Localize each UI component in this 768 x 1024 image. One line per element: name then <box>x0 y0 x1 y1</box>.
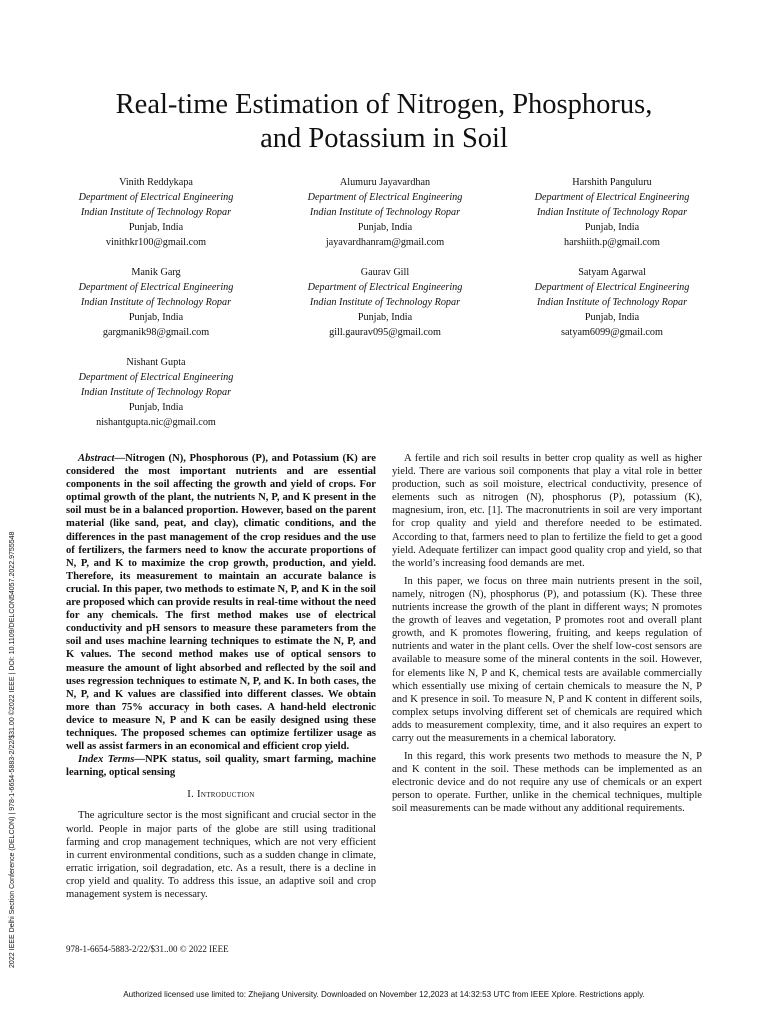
author-institution: Indian Institute of Technology Ropar <box>309 296 461 308</box>
author-department: Department of Electrical Engineering <box>78 281 234 293</box>
author-department: Department of Electrical Engineering <box>78 371 234 383</box>
author-name: Nishant Gupta <box>126 357 186 368</box>
abstract-label: Abstract <box>78 453 115 464</box>
index-terms <box>66 753 376 779</box>
abstract <box>66 452 376 753</box>
section-number: I. <box>187 789 195 801</box>
abstract-text: —Nitrogen (N), Phosphorous (P), and Potassium (K) are considered the most important nutrients and are essential components in the soil affecting the growth and yield of crops. For optimal growth of the plant, the nutrients N, P, and K present in the soil must be in a balanced proportion. However, based on the parent material (like sand, peat, and clay), climatic conditions, and the differences in the past management of the crop residues and the use of fertilizers, the farmers need to know the accurate proportions of N, P, and K to maximize the crop growth, production, and yield. Therefore, its measurement to maintain an accurate balance is crucial. In this paper, two methods to estimate N, P, and K in the soil are proposed which can provide results in real-time without the need for any chemicals. The first method makes use of electrical conductivity and pH sensors to measure these parameters from the soil and uses machine learning techniques to estimate the N, P, and K values. The second method makes use of optical sensors to measure the amount of light absorbed and reflected by the soil and uses regression techniques to estimate N, P, and K. In both cases, the N, P, and K values are classified into different classes. We obtain more than 75% accuracy in both cases. A hand-held electronic device to measure N, P and K can be easily designed using these techniques. The proposed schemes can optimize fertilizer usage as well as assist farmers in an economical and efficient crop yield. <box>66 453 376 753</box>
author-email: gill.gaurav095@gmail.com <box>329 326 441 338</box>
section-heading <box>66 788 376 801</box>
body-paragraph: In this paper, we focus on three main nutrients present in the soil, namely, nitrogen (N), phosphorus (P), and potassium (K). These three nutrients increase the growth of the plant in different ways; N promotes the growth of leaves and vegetation, P promotes root and overall plant growth, and K promotes flowering, fruiting, and keeps regulation of nutrients and water in the plant cells. Over the shelf low-cost sensors are available to measure some of the mineral contents in the soil. However, for elements like N, P and K, chemical tests are available commercially which essentially use mixing of certain chemicals to measure the N, P and K presence in soil. To measure N, P and K content in different soils, complex setups involving different set of chemicals are required which adds to measurement complexity, time, and it also requires an expert to carry out the measurements in a chemical laboratory. <box>392 575 702 744</box>
author-location: Punjab, India <box>584 221 640 233</box>
doi-sidebar: 2022 IEEE Delhi Section Conference (DELCON) | 978-1-6654-5883-2/22/$31.00 ©2022 IEEE | DOI: 10.1109/DELCON54057.2022.9755548 <box>9 531 16 968</box>
author-card <box>269 266 501 341</box>
left-column <box>66 452 376 906</box>
right-column <box>392 452 702 821</box>
author-name: Alumuru Jayavardhan <box>339 177 431 188</box>
author-name: Satyam Agarwal <box>578 267 646 278</box>
body-paragraph: A fertile and rich soil results in better crop quality as well as higher yield. There are various soil components that play a vital role in better production, such as soil moisture, electrical conductivity, presence of elements such as nitrogen (N), phosphorus (P), potassium (K), magnesium, iron, etc. [1]. The macronutrients in soil are very important for crop quality and yield and therefore needed to be estimated. According to that, farmers need to plan to fertilize the field to get a good yield. Adequate fertilizer can impact good quality crop and yield, so that the world’s increasing food demands are met. <box>392 453 702 569</box>
author-department: Department of Electrical Engineering <box>307 191 463 203</box>
author-location: Punjab, India <box>357 311 413 323</box>
author-email: satyam6099@gmail.com <box>561 326 663 338</box>
author-location: Punjab, India <box>584 311 640 323</box>
author-location: Punjab, India <box>128 401 184 413</box>
author-card <box>496 176 728 251</box>
author-email: nishantgupta.nic@gmail.com <box>96 416 216 428</box>
author-card <box>40 356 272 431</box>
author-location: Punjab, India <box>357 221 413 233</box>
author-institution: Indian Institute of Technology Ropar <box>309 206 461 218</box>
author-name: Manik Garg <box>131 267 181 278</box>
author-institution: Indian Institute of Technology Ropar <box>80 206 232 218</box>
author-institution: Indian Institute of Technology Ropar <box>536 296 688 308</box>
license-footer: Authorized licensed use limited to: Zhejiang University. Downloaded on November 12,2023 at 14:32:53 UTC from IEEE Xplore. Restrictions apply. <box>123 990 645 999</box>
author-email: jayavardhanram@gmail.com <box>325 236 445 248</box>
title-line-2: and Potassium in Soil <box>260 123 508 154</box>
section-title: Introduction <box>197 789 255 801</box>
author-card <box>40 266 272 341</box>
author-name: Harshith Panguluru <box>572 177 652 188</box>
author-email: gargmanik98@gmail.com <box>102 326 210 338</box>
index-terms-label: Index Terms <box>78 754 135 766</box>
author-institution: Indian Institute of Technology Ropar <box>80 386 232 398</box>
body-paragraph: In this regard, this work presents two methods to measure the N, P and K content in the soil. These methods can be implemented as an electronic device and do not require any use of chemicals or an expert person to operate. Further, unlike in the chemical techniques, multiple soil measurements can be made without any additional requirements. <box>392 751 702 815</box>
author-name: Gaurav Gill <box>360 267 410 278</box>
author-email: harshiith.p@gmail.com <box>564 236 660 248</box>
author-department: Department of Electrical Engineering <box>78 191 234 203</box>
author-institution: Indian Institute of Technology Ropar <box>536 206 688 218</box>
author-institution: Indian Institute of Technology Ropar <box>80 296 232 308</box>
author-department: Department of Electrical Engineering <box>534 191 690 203</box>
author-card <box>40 176 272 251</box>
copyright-notice: 978-1-6654-5883-2/22/$31..00 © 2022 IEEE <box>66 944 229 954</box>
author-location: Punjab, India <box>128 311 184 323</box>
index-terms-text: —NPK status, soil quality, smart farming, machine learning, optical sensing <box>66 754 376 779</box>
author-name: Vinith Reddykapa <box>119 177 193 188</box>
author-location: Punjab, India <box>128 221 184 233</box>
author-card <box>269 176 501 251</box>
author-card <box>496 266 728 341</box>
author-department: Department of Electrical Engineering <box>307 281 463 293</box>
paper-title <box>40 88 728 156</box>
author-email: vinithkr100@gmail.com <box>105 236 207 248</box>
title-line-1: Real-time Estimation of Nitrogen, Phosphorus, <box>115 89 653 120</box>
author-department: Department of Electrical Engineering <box>534 281 690 293</box>
body-paragraph: The agriculture sector is the most significant and crucial sector in the world. People in major parts of the globe are still using traditional farming and crop management techniques, which are not very efficient in current environmental conditions, such as a sudden change in climate, erratic irrigation, soil degradation, etc. As a result, there is a decline in crop yield and quality. To address this issue, an adaptive soil and crop management system is necessary. <box>66 810 376 900</box>
